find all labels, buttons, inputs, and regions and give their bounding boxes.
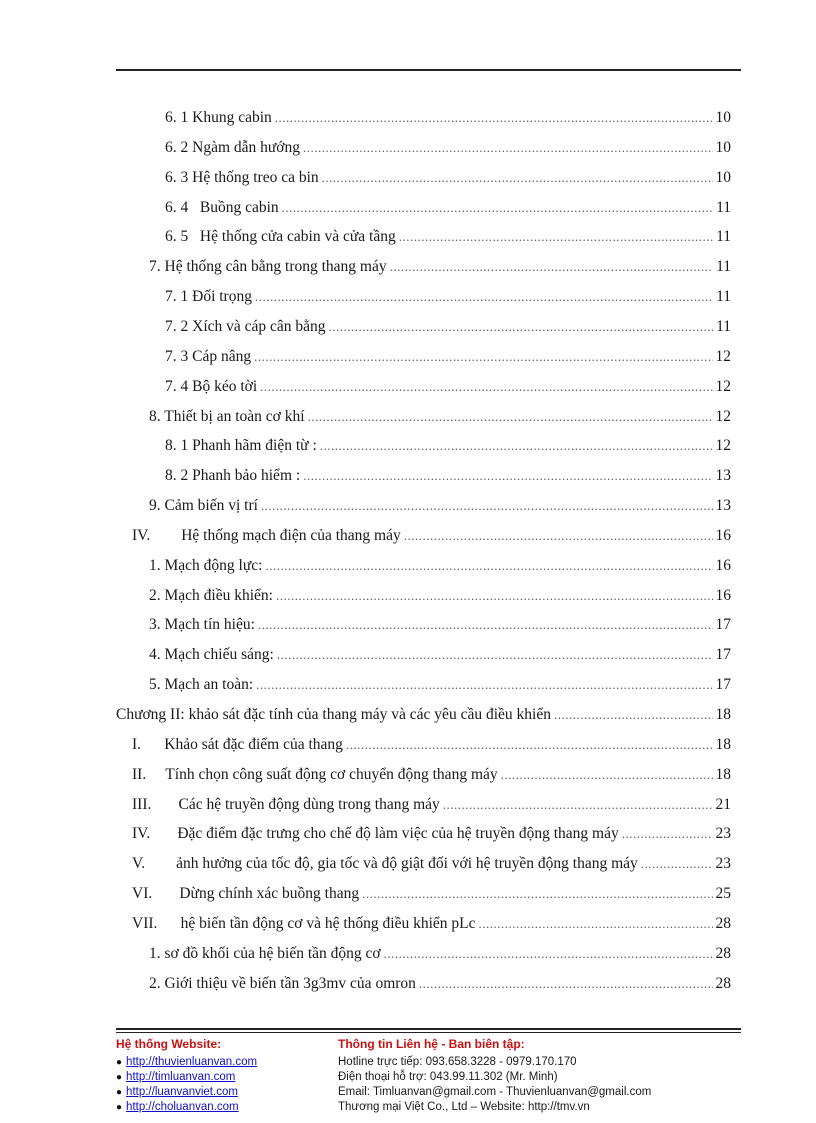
toc-entry[interactable] (165, 378, 731, 402)
toc-entry[interactable] (165, 169, 731, 193)
header-rule (116, 69, 741, 71)
contact-line: Email: Timluanvan@gmail.com - Thuvienluanvan@gmail.com (338, 1086, 652, 1098)
toc-entry[interactable] (149, 646, 731, 670)
toc-page-number: 16 (715, 526, 731, 544)
toc-page-number: 17 (715, 646, 731, 664)
toc-leader-dots (404, 528, 713, 544)
toc-entry-label: 6. 4 Buồng cabin (165, 198, 279, 216)
toc-page-number: 18 (715, 735, 731, 753)
toc-leader-dots (276, 588, 713, 604)
toc-page-number: 10 (715, 168, 731, 186)
toc-entry-label: 4. Mạch chiếu sáng: (149, 646, 274, 664)
toc-leader-dots (256, 677, 712, 693)
toc-leader-dots (303, 140, 713, 156)
toc-entry[interactable] (165, 109, 731, 133)
toc-entry[interactable] (165, 437, 731, 461)
toc-entry-label: 7. 1 Đối trọng (165, 288, 252, 306)
toc-page-number: 12 (715, 347, 731, 365)
toc-entry-label: IV. Hệ thống mạch điện của thang máy (132, 526, 401, 544)
toc-leader-dots (255, 289, 713, 305)
toc-page-number: 16 (715, 586, 731, 604)
toc-leader-dots (277, 647, 713, 663)
toc-entry-label: 9. Cảm biến vị trí (149, 497, 258, 515)
toc-page-number: 11 (716, 258, 731, 276)
toc-entry-label: 1. sơ đồ khối của hệ biến tần động cơ (149, 944, 381, 962)
toc-page-number: 25 (715, 885, 731, 903)
toc-page-number: 12 (715, 377, 731, 395)
toc-page-number: 18 (715, 706, 731, 723)
toc-entry[interactable] (132, 766, 731, 790)
toc-entry-label: 3. Mạch tín hiệu: (149, 616, 255, 634)
toc-entry-label: 7. 4 Bộ kéo tời (165, 377, 258, 395)
bullet-icon: ● (116, 1087, 123, 1098)
toc-entry[interactable] (165, 139, 731, 163)
toc-entry-label: 2. Giới thiệu về biến tần 3g3mv của omron (149, 974, 416, 992)
toc-entry[interactable] (132, 825, 731, 849)
toc-leader-dots (501, 767, 713, 783)
toc-entry[interactable] (132, 855, 731, 879)
footer-websites (116, 1037, 326, 1115)
toc-page-number: 17 (715, 616, 731, 634)
toc-leader-dots (308, 409, 713, 425)
toc-entry-label: 7. Hệ thống cân bằng trong thang máy (149, 258, 387, 276)
toc-entry[interactable] (149, 676, 731, 700)
toc-page-number: 28 (715, 914, 731, 932)
toc-page-number: 13 (715, 497, 731, 515)
toc-leader-dots (303, 468, 712, 484)
toc-entry-label: IV. Đặc điểm đặc trưng cho chế độ làm việc của hệ truyền động thang máy (132, 825, 619, 843)
toc-entry-label: 2. Mạch điều khiển: (149, 586, 273, 604)
contact-line: Hotline trực tiếp: 093.658.3228 - 0979.170.170 (338, 1056, 577, 1068)
toc-page-number: 11 (716, 317, 731, 335)
toc-entry-label: Chương II: khảo sát đặc tính của thang máy và các yêu cầu điều khiển (116, 706, 551, 723)
toc-entry[interactable] (165, 467, 731, 491)
toc-leader-dots (399, 229, 713, 245)
toc-page-number: 13 (715, 467, 731, 485)
toc-entry[interactable] (149, 587, 731, 611)
toc-entry[interactable] (149, 945, 731, 969)
toc-entry-label: 1. Mạch động lực: (149, 556, 263, 574)
toc-entry-label: I. Khảo sát đặc điểm của thang (132, 735, 343, 753)
footer-link-item[interactable] (116, 1055, 326, 1070)
toc-leader-dots (329, 319, 714, 335)
toc-leader-dots (282, 200, 713, 216)
toc-page-number: 16 (715, 556, 731, 574)
toc-page-number: 18 (715, 765, 731, 783)
toc-entry-label: 8. 1 Phanh hãm điện từ : (165, 437, 317, 455)
toc-entry[interactable] (149, 408, 731, 432)
toc-page-number: 11 (716, 288, 731, 306)
toc-entry[interactable] (132, 736, 731, 760)
toc-entry[interactable] (149, 616, 731, 640)
toc-entry-label: 6. 5 Hệ thống cửa cabin và cửa tầng (165, 228, 396, 246)
toc-page-number: 10 (715, 109, 731, 126)
toc-entry[interactable] (165, 199, 731, 223)
toc-entry-label: 7. 3 Cáp nâng (165, 347, 252, 365)
toc-entry-label: 6. 2 Ngàm dẫn hướng (165, 138, 300, 156)
footer-link-item[interactable] (116, 1070, 326, 1085)
toc-leader-dots (260, 379, 712, 395)
toc-page-number: 28 (715, 974, 731, 992)
toc-page-number: 11 (716, 198, 731, 216)
toc-entry-label: 5. Mạch an toàn: (149, 676, 254, 694)
toc-entry[interactable] (132, 527, 731, 551)
toc-entry-label: 6. 3 Hệ thống treo ca bin (165, 168, 319, 186)
toc-entry[interactable] (165, 318, 731, 342)
toc-leader-dots (261, 498, 713, 514)
toc-leader-dots (554, 707, 713, 723)
toc-entry-label: 8. 2 Phanh bảo hiểm : (165, 467, 301, 485)
toc-leader-dots (320, 438, 713, 454)
toc-page-number: 12 (715, 437, 731, 455)
toc-page-number: 23 (715, 855, 731, 873)
toc-leader-dots (479, 916, 713, 932)
toc-page-number: 10 (715, 138, 731, 156)
toc-leader-dots (384, 946, 713, 962)
toc-leader-dots (622, 826, 713, 842)
toc-entry-label: V. ảnh hưởng của tốc độ, gia tốc và độ giật đối với hệ truyền động thang máy (132, 855, 638, 873)
toc-entry[interactable] (132, 885, 731, 909)
toc-entry[interactable] (149, 497, 731, 521)
toc-entry-label: 8. Thiết bị an toàn cơ khí (149, 407, 305, 425)
toc-page-number: 17 (715, 676, 731, 694)
toc-page-number: 11 (716, 228, 731, 246)
toc-entry-label: VII. hệ biến tần động cơ và hệ thống điều khiển pLc (132, 914, 476, 932)
toc-page-number: 28 (715, 944, 731, 962)
toc-page-number: 12 (715, 407, 731, 425)
toc-entry[interactable] (165, 288, 731, 312)
toc-leader-dots (275, 110, 713, 126)
toc-entry-label: VI. Dừng chính xác buồng thang (132, 885, 360, 903)
website-link[interactable]: http://timluanvan.com (126, 1071, 236, 1083)
toc-leader-dots (346, 737, 713, 753)
contact-line: Điện thoại hỗ trợ: 043.99.11.302 (Mr. Minh) (338, 1071, 558, 1083)
toc-entry[interactable] (149, 557, 731, 581)
website-link[interactable]: http://thuvienluanvan.com (126, 1056, 258, 1068)
toc-entry-label: II. Tính chọn công suất động cơ chuyển động thang máy (132, 765, 498, 783)
toc-leader-dots (322, 170, 713, 186)
toc-entry[interactable] (149, 975, 731, 999)
toc-leader-dots (362, 886, 712, 902)
toc-leader-dots (641, 856, 713, 872)
bullet-icon: ● (116, 1102, 123, 1113)
footer-contacts-title: Thông tin Liên hệ - Ban biên tập: (338, 1037, 525, 1051)
toc-leader-dots (258, 617, 713, 633)
toc-leader-dots (390, 259, 713, 275)
website-link[interactable]: http://choluanvan.com (126, 1101, 239, 1113)
contact-line: Thương mại Việt Co., Ltd – Website: http://tmv.vn (338, 1101, 590, 1113)
bullet-icon: ● (116, 1072, 123, 1083)
toc-entry-label: III. Các hệ truyền động dùng trong thang máy (132, 795, 440, 813)
toc-page-number: 21 (715, 795, 731, 813)
footer-link-item[interactable] (116, 1100, 326, 1115)
toc-leader-dots (254, 349, 712, 365)
toc-entry[interactable] (165, 348, 731, 372)
toc-entry[interactable] (116, 706, 731, 730)
toc-page-number: 23 (715, 825, 731, 843)
toc-entry[interactable] (149, 258, 731, 282)
footer-rule-thin (116, 1032, 741, 1033)
footer-contacts (338, 1037, 758, 1115)
toc-leader-dots (443, 797, 713, 813)
toc-entry[interactable] (165, 228, 731, 252)
website-link[interactable]: http://luanvanviet.com (126, 1086, 238, 1098)
toc-entry[interactable] (132, 915, 731, 939)
toc-entry-label: 7. 2 Xích và cáp cân bằng (165, 317, 326, 335)
footer-websites-title: Hệ thống Website: (116, 1037, 222, 1051)
toc-entry-label: 6. 1 Khung cabin (165, 109, 272, 126)
toc-leader-dots (265, 558, 712, 574)
toc-entry[interactable] (132, 796, 731, 820)
toc-leader-dots (419, 976, 713, 992)
footer-link-item[interactable] (116, 1085, 326, 1100)
bullet-icon: ● (116, 1057, 123, 1068)
footer-rule-thick (116, 1028, 741, 1030)
